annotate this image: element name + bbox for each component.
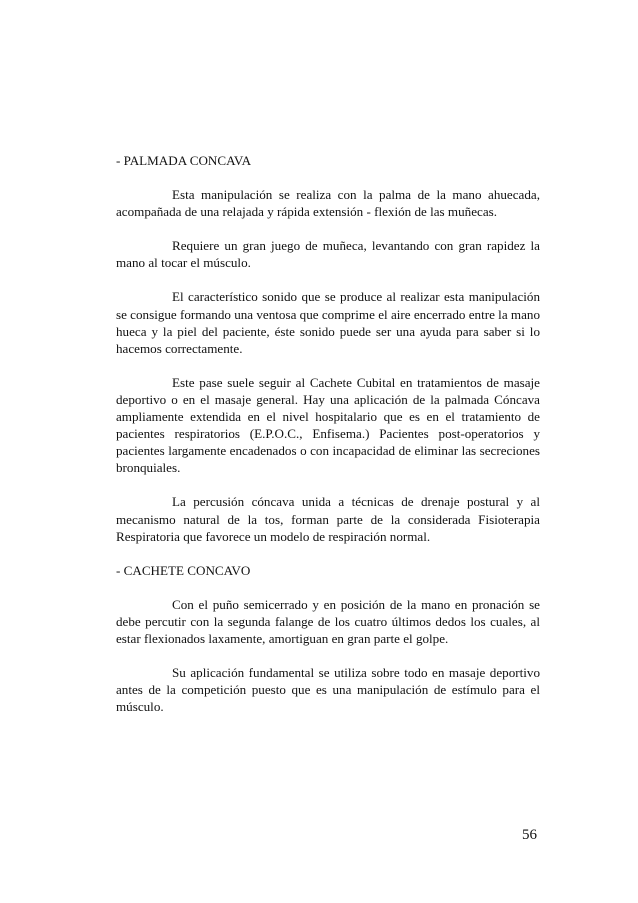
- paragraph: Esta manipulación se realiza con la palma de la mano ahuecada, acompañada de una relajada y rápida extensión - flexión de las muñecas.: [116, 187, 540, 220]
- paragraph: Este pase suele seguir al Cachete Cubital en tratamientos de masaje deportivo o en el masaje general. Hay una aplicación de la palmada Cóncava ampliamente extendida en el nivel hospitalario que es en el tratamiento de pacientes respiratorios (E.P.O.C., Enfisema.) Pacientes post-operatorios y pacientes largamente encadenados o con incapacidad de eliminar las secreciones bronquiales.: [116, 374, 540, 476]
- paragraph: Su aplicación fundamental se utiliza sobre todo en masaje deportivo antes de la competición puesto que es una manipulación de estímulo para el músculo.: [116, 665, 540, 715]
- section-heading-palmada-concava: - PALMADA CONCAVA: [116, 153, 252, 168]
- page-body: [116, 152, 540, 732]
- section-heading-cachete-concavo: - CACHETE CONCAVO: [116, 562, 251, 578]
- paragraph: El característico sonido que se produce al realizar esta manipulación se consigue formando una ventosa que comprime el aire encerrado entre la mano hueca y la piel del paciente, éste sonido puede ser una ayuda para saber si lo hacemos correctamente.: [116, 289, 540, 356]
- page-number: 56: [522, 827, 537, 843]
- paragraph: Con el puño semicerrado y en posición de la mano en pronación se debe percutir con la segunda falange de los cuatro últimos dedos los cuales, al estar flexionados laxamente, amortiguan en gran parte el golpe.: [116, 596, 540, 646]
- paragraph: La percusión cóncava unida a técnicas de drenaje postural y al mecanismo natural de la tos, forman parte de la considerada Fisioterapia Respiratoria que favorece un modelo de respiración normal.: [116, 494, 540, 544]
- paragraph: Requiere un gran juego de muñeca, levantando con gran rapidez la mano al tocar el músculo.: [116, 238, 540, 271]
